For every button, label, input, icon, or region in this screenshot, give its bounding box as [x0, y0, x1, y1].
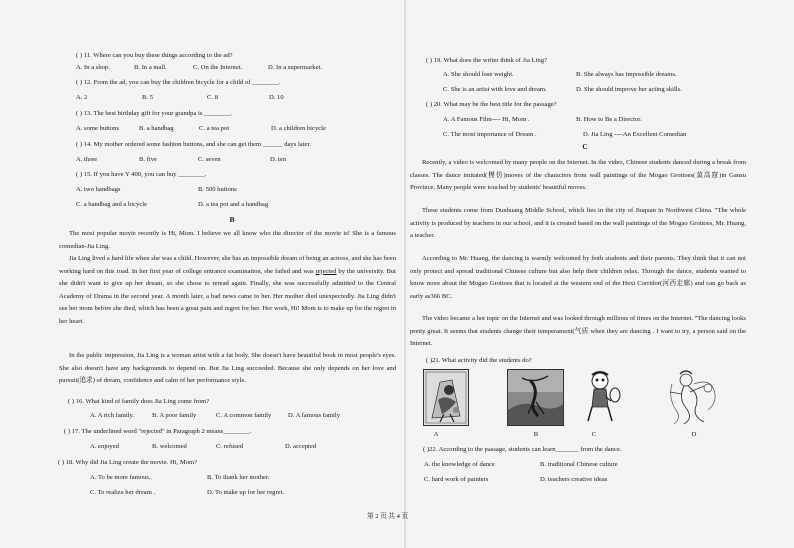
question-22: ( )22. According to the passage, students can learn_______ from the dance.: [423, 446, 622, 453]
question-11: ( ) 11. Where can you buy these things according to the ad?: [76, 52, 233, 59]
q18-option-c: C. To realize her dream .: [90, 489, 156, 496]
option-a-image: [423, 369, 469, 426]
q20-option-a: A. A Famous Film---- Hi, Mom .: [443, 116, 530, 123]
q15-option-c: C. a handbag and a bicycle: [76, 201, 148, 208]
q16-option-c: C. A common family: [216, 412, 272, 419]
option-b-image: [507, 369, 564, 426]
question-16: ( ) 16. What kind of family does Jia Ling come from?: [68, 398, 210, 405]
section-b-heading: B: [229, 216, 235, 224]
q19-option-b: B. She always has impossible dreams.: [576, 71, 677, 78]
option-b-label: B: [533, 431, 539, 438]
q18-option-a: A. To be more famous.: [90, 474, 151, 481]
passage-b-paragraph-1: The most popular movie recently is Hi, Mom. I believe we all know who the director of the movie is! She is a famous comedian-Jia Ling.: [59, 230, 396, 250]
q22-option-a: A. the knowledge of dance: [424, 461, 495, 468]
q22-option-c: C. hard work of painters: [424, 476, 489, 483]
question-18: ( ) 18. Why did Jia Ling create the movie. Hi, Mom?: [58, 459, 198, 466]
option-d-image: [664, 366, 722, 426]
cartoon-racket-icon: [582, 369, 622, 424]
question-14: ( ) 14. My mother ordered some fashion buttons, and she can get them ______ days later.: [76, 141, 311, 148]
q18-option-b: B. To thank her mother.: [207, 474, 270, 481]
q12-option-d: D. 10: [269, 94, 284, 101]
passage-b-paragraph-2: Jia Ling lived a hard life when she was a child. However, she has an impossible dream of being an actress, and she has been working hard on this road. In her first year of college entrance examination, she failed and was rejected by the university. But she didn't want to give up her dream, so she chose to reread again. Finally, she was successfully admitted to the Central Academy of Drama in the second year. A month later, a bad news came to her. Her mother died unexpectedly. Jia Ling didn't see her mom before she died, which has been a great pain and regret for her. Her work, Hi! Mom is to make up for the regret in her heart.: [59, 255, 396, 325]
question-15: ( ) 15. If you have Y 400, you can buy ________.: [76, 171, 207, 178]
passage-c-paragraph-1: Recently, a video is welcomed by many people on the Internet. In the video, Chinese students danced during a break from classes. The dance imitated(模仿)moves of the characters from wall paintings of the Mogao Grottoes(莫高窟)in Gansu Province. Many people were touched by students' beautiful moves.: [410, 159, 746, 191]
q14-option-d: D. ten: [270, 156, 287, 163]
q19-option-c: C. She is an artist with love and dream.: [443, 86, 547, 93]
q13-option-b: B. a handbag: [139, 125, 174, 132]
painted-figure-icon: [424, 370, 468, 425]
q16-option-d: D. A famous family: [288, 412, 341, 419]
question-21: ( )21. What activity did the students do?: [426, 357, 532, 364]
q16-option-a: A. A rich family.: [90, 412, 135, 419]
q11-option-d: D. In a supermarket.: [268, 64, 323, 71]
question-13: ( ) 13. The best birthday gift for your grandpa is ________.: [76, 110, 233, 117]
q15-option-b: B. 500 buttons: [198, 186, 237, 193]
q20-option-b: B. How to Be a Director.: [576, 116, 642, 123]
q22-option-b: B. traditional Chinese culture: [540, 461, 618, 468]
q12-option-c: C. 8: [207, 94, 218, 101]
q14-option-a: A. three: [76, 156, 98, 163]
q18-option-d: D. To make up for her regret.: [207, 489, 285, 496]
q16-option-b: B. A poor family: [152, 412, 197, 419]
question-17: ( ) 17. The underlined word "rejected" in Paragraph 2 means________.: [64, 428, 252, 435]
q20-option-c: C. The most importance of Dream .: [443, 131, 537, 138]
page-number-footer: 第 2 页 共 4 页: [367, 513, 409, 520]
q11-option-c: C. On the Internet.: [193, 64, 243, 71]
apsara-drawing-icon: [664, 366, 722, 426]
option-c-image: [582, 369, 622, 424]
q17-option-d: D. accepted: [285, 443, 317, 450]
underlined-word-rejected: rejected: [315, 267, 337, 275]
q11-option-a: A. In a shop.: [76, 64, 110, 71]
q14-option-b: B. five: [139, 156, 157, 163]
passage-c-paragraph-2: These students come from Dunhuang Middle School, which lies in the city of Jiuquan in Northwest China. "The whole activity is produced by teachers in our school, and it is created based on the wall paintings of the Mogao Grottoes, Mr. Huang, a teacher.: [410, 207, 746, 239]
option-d-label: D: [691, 431, 697, 438]
q17-option-b: B. welcomed: [152, 443, 187, 450]
option-a-label: A: [433, 431, 439, 438]
passage-c-paragraph-4: The video became a hot topic on the Internet and was looked through millions of times on the Internet. "The dancing looks pretty great. It seems that students change their temperament(气质 when they are dancing . I want to try, a person said on the Internet.: [410, 315, 746, 347]
passage-c-paragraph-3: According to Mr. Huang, the dancing is warmly welcomed by both students and their parents. They think that it can not only protect and spread traditional Chinese culture but also help their children relax. Through the dance, students wanted to know more about the Mogao Grottoes that is located at the western end of the Hexi Corridor(河西走廊) and can go back as early as366 BC.: [410, 255, 746, 300]
q12-option-a: A. 2: [76, 94, 88, 101]
q19-option-a: A. She should lose weight.: [443, 71, 514, 78]
page-fold: [404, 0, 406, 548]
q13-option-d: D. a children bicycle: [271, 125, 326, 132]
passage-b-paragraph-3: In the public impression, Jia Ling is a woman artist with a fat body. She doesn't have beautiful book in most people's eyes. She also doesn't have any backgrounds to depend on. But Jia Ling succeeded. Because she only depends on her love and pursuit(追求) of dream, confidence and calm of her performance style.: [59, 352, 396, 384]
q15-option-a: A. two handbags: [76, 186, 121, 193]
q13-option-c: C. a tea pot: [199, 125, 230, 132]
q17-option-a: A. enjoyed: [90, 443, 119, 450]
option-c-label: C: [591, 431, 597, 438]
q20-option-d: D. Jia Ling ----An Excellent Comedian: [583, 131, 687, 138]
question-12: ( ) 12. From the ad, you can buy the children bicycle for a child of ________.: [76, 79, 281, 86]
q14-option-c: C. seven: [198, 156, 221, 163]
q11-option-b: B. In a mall.: [134, 64, 167, 71]
q12-option-b: B. 5: [142, 94, 153, 101]
q17-option-c: C. refused: [216, 443, 244, 450]
section-c-heading: C: [582, 143, 588, 151]
q22-option-d: D. teachers creative ideas: [540, 476, 608, 483]
q13-option-a: A. some buttons: [76, 125, 120, 132]
q19-option-d: D. She should improve her acting skills.: [576, 86, 682, 93]
question-19: ( ) 19. What does the writer think of Jia Ling?: [426, 57, 547, 64]
dancer-photo-icon: [508, 370, 563, 425]
question-20: ( ) 20. What may be the best title for the passage?: [426, 101, 557, 108]
q15-option-d: D. a tea pot and a handbag: [198, 201, 269, 208]
